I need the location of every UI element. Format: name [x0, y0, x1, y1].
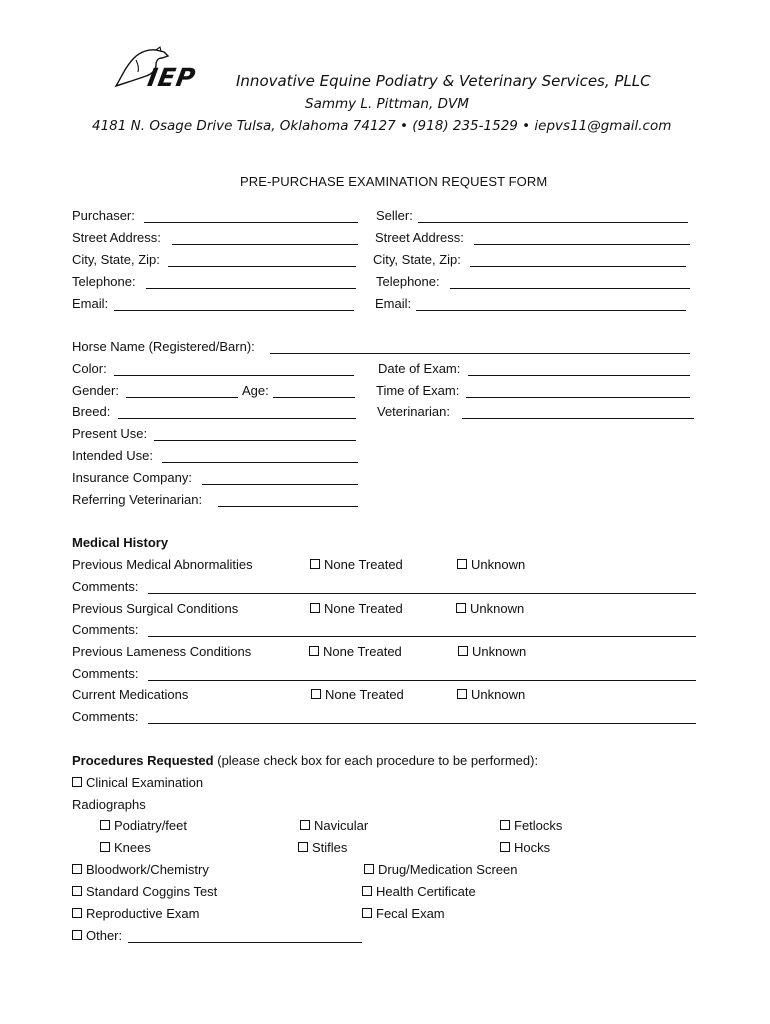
unknown-label: Unknown [471, 557, 526, 572]
comments-field[interactable] [148, 680, 696, 681]
hocks-checkbox[interactable] [500, 840, 550, 856]
hocks-label: Hocks [514, 840, 551, 855]
checkbox-icon [364, 864, 374, 874]
fecal-checkbox[interactable] [362, 906, 445, 922]
unknown-checkbox[interactable] [457, 687, 525, 703]
comments-label: Comments: [72, 666, 139, 681]
date-exam-label: Date of Exam: [378, 361, 461, 376]
intended-use-field[interactable] [162, 462, 358, 463]
doctor-name: Sammy L. Pittman, DVM [305, 96, 469, 112]
unknown-label: Unknown [471, 687, 526, 702]
procedures-note: (please check box for each procedure to be performed): [217, 753, 539, 768]
age-field[interactable] [273, 397, 355, 398]
purchaser-telephone-field[interactable] [146, 288, 356, 289]
checkbox-icon [310, 603, 320, 613]
none-treated-checkbox[interactable] [310, 557, 403, 573]
other-field[interactable] [128, 942, 362, 943]
health-cert-label: Health Certificate [376, 884, 476, 899]
purchaser-street-label: Street Address: [72, 230, 161, 245]
seller-city-label: City, State, Zip: [373, 252, 461, 267]
procedures-heading-line [72, 753, 538, 769]
time-exam-field[interactable] [466, 397, 690, 398]
seller-telephone-field[interactable] [450, 288, 690, 289]
checkbox-icon [310, 559, 320, 569]
health-cert-checkbox[interactable] [362, 884, 476, 900]
referring-vet-field[interactable] [218, 506, 358, 507]
checkbox-icon [456, 603, 466, 613]
bloodwork-label: Bloodwork/Chemistry [86, 862, 209, 877]
seller-city-field[interactable] [470, 266, 686, 267]
clinical-exam-checkbox[interactable] [72, 775, 203, 791]
unknown-checkbox[interactable] [456, 601, 524, 617]
knees-label: Knees [114, 840, 151, 855]
company-name: Innovative Equine Podiatry & Veterinary Services, PLLC [236, 72, 651, 90]
purchaser-label: Purchaser: [72, 208, 135, 223]
drug-screen-checkbox[interactable] [364, 862, 517, 878]
unknown-label: Unknown [472, 644, 527, 659]
checkbox-icon [72, 908, 82, 918]
checkbox-icon [72, 777, 82, 787]
unknown-checkbox[interactable] [458, 644, 526, 660]
checkbox-icon [311, 689, 321, 699]
stifles-checkbox[interactable] [298, 840, 347, 856]
comments-label: Comments: [72, 709, 139, 724]
seller-street-field[interactable] [474, 244, 690, 245]
checkbox-icon [457, 559, 467, 569]
purchaser-field[interactable] [144, 222, 358, 223]
other-label: Other: [86, 928, 123, 943]
none-treated-label: None Treated [324, 557, 403, 572]
insurance-label: Insurance Company: [72, 470, 192, 485]
breed-label: Breed: [72, 404, 111, 419]
podiatry-checkbox[interactable] [100, 818, 187, 834]
insurance-field[interactable] [202, 484, 358, 485]
contact-line: 4181 N. Osage Drive Tulsa, Oklahoma 74127 • (918) 235-1529 • iepvs11@gmail.com [92, 118, 672, 134]
seller-telephone-label: Telephone: [376, 274, 440, 289]
veterinarian-field[interactable] [462, 418, 694, 419]
comments-field[interactable] [148, 636, 696, 637]
checkbox-icon [72, 886, 82, 896]
comments-field[interactable] [148, 723, 696, 724]
checkbox-icon [500, 842, 510, 852]
unknown-checkbox[interactable] [457, 557, 525, 573]
checkbox-icon [362, 886, 372, 896]
checkbox-icon [72, 930, 82, 940]
gender-label: Gender: [72, 383, 119, 398]
seller-email-field[interactable] [416, 310, 686, 311]
color-label: Color: [72, 361, 107, 376]
date-exam-field[interactable] [468, 375, 690, 376]
none-treated-label: None Treated [325, 687, 404, 702]
knees-checkbox[interactable] [100, 840, 151, 856]
coggins-label: Standard Coggins Test [86, 884, 218, 899]
medical-history-heading: Medical History [72, 535, 169, 550]
fetlocks-label: Fetlocks [514, 818, 563, 833]
navicular-checkbox[interactable] [300, 818, 368, 834]
checkbox-icon [100, 820, 110, 830]
checkbox-icon [309, 646, 319, 656]
purchaser-city-field[interactable] [168, 266, 356, 267]
comments-label: Comments: [72, 622, 139, 637]
logo-text: IEP [145, 63, 199, 92]
checkbox-icon [298, 842, 308, 852]
purchaser-city-label: City, State, Zip: [72, 252, 160, 267]
fecal-label: Fecal Exam [376, 906, 445, 921]
gender-field[interactable] [126, 397, 238, 398]
fetlocks-checkbox[interactable] [500, 818, 562, 834]
time-exam-label: Time of Exam: [376, 383, 460, 398]
reproductive-checkbox[interactable] [72, 906, 199, 922]
seller-street-label: Street Address: [375, 230, 464, 245]
horse-name-field[interactable] [270, 353, 690, 354]
checkbox-icon [458, 646, 468, 656]
purchaser-email-label: Email: [72, 296, 109, 311]
unknown-label: Unknown [470, 601, 525, 616]
form-title: PRE-PURCHASE EXAMINATION REQUEST FORM [240, 174, 548, 189]
checkbox-icon [362, 908, 372, 918]
reproductive-label: Reproductive Exam [86, 906, 200, 921]
intended-use-label: Intended Use: [72, 448, 153, 463]
seller-email-label: Email: [375, 296, 412, 311]
none-treated-checkbox[interactable] [310, 601, 403, 617]
seller-field[interactable] [418, 222, 688, 223]
none-treated-label: None Treated [324, 601, 403, 616]
medical-item-label: Previous Medical Abnormalities [72, 557, 253, 572]
horse-name-label: Horse Name (Registered/Barn): [72, 339, 255, 354]
none-treated-checkbox[interactable] [309, 644, 402, 660]
none-treated-label: None Treated [323, 644, 402, 659]
referring-vet-label: Referring Veterinarian: [72, 492, 203, 507]
drug-screen-label: Drug/Medication Screen [378, 862, 518, 877]
present-use-label: Present Use: [72, 426, 148, 441]
checkbox-icon [72, 864, 82, 874]
purchaser-email-field[interactable] [114, 310, 354, 311]
other-checkbox[interactable] [72, 928, 122, 944]
radiographs-label: Radiographs [72, 797, 146, 812]
veterinarian-label: Veterinarian: [377, 404, 450, 419]
medical-item-label: Current Medications [72, 687, 189, 702]
medical-item-label: Previous Lameness Conditions [72, 644, 252, 659]
checkbox-icon [300, 820, 310, 830]
seller-label: Seller: [376, 208, 413, 223]
age-label: Age: [242, 383, 269, 398]
medical-item-label: Previous Surgical Conditions [72, 601, 239, 616]
checkbox-icon [500, 820, 510, 830]
coggins-checkbox[interactable] [72, 884, 217, 900]
breed-field[interactable] [118, 418, 356, 419]
purchaser-street-field[interactable] [172, 244, 358, 245]
color-field[interactable] [114, 375, 354, 376]
navicular-label: Navicular [314, 818, 369, 833]
procedures-heading: Procedures Requested [72, 753, 214, 768]
clinical-exam-label: Clinical Examination [86, 775, 204, 790]
comments-label: Comments: [72, 579, 139, 594]
comments-field[interactable] [148, 593, 696, 594]
none-treated-checkbox[interactable] [311, 687, 404, 703]
purchaser-telephone-label: Telephone: [72, 274, 136, 289]
present-use-field[interactable] [154, 440, 356, 441]
checkbox-icon [457, 689, 467, 699]
checkbox-icon [100, 842, 110, 852]
podiatry-label: Podiatry/feet [114, 818, 187, 833]
bloodwork-checkbox[interactable] [72, 862, 209, 878]
stifles-label: Stifles [312, 840, 348, 855]
